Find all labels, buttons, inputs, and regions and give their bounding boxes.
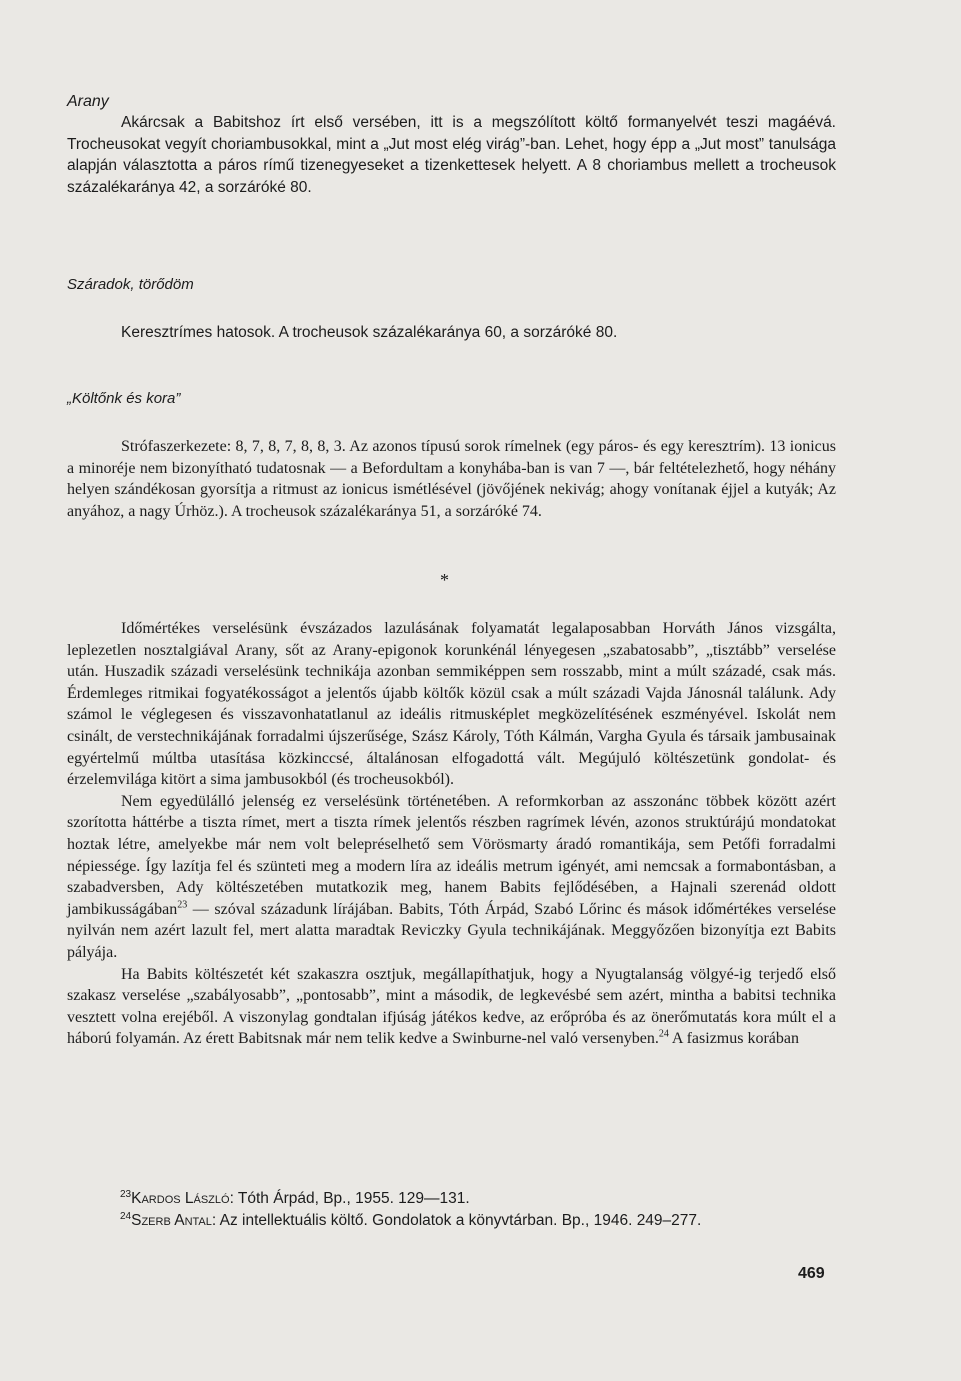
footnote-23-author: Kardos László [131,1190,230,1207]
section-title-1: Száradok, törődöm [67,276,194,293]
section-separator: * [440,570,449,590]
paragraph-3-part-a: Ha Babits költészetét két szakaszra osztjuk, megállapíthatjuk, hogy a Nyugtalanság völgyé-ig terjedő első szakasz verselése „szabályosabb”, „pontosabb”, mint a második, de legkevésbé sem azért, mintha a babitsi technika vesztett volna erejéből. A viszonylag gondtalan ifjúság játékos kedve, az erőpróba és az önerőmutatás kora múlt el a háború folyamán. Az érett Babitsnak már nem telik kedve a Swinburne-nel való versenyben. [67,965,836,1048]
intro-paragraph: Akárcsak a Babitshoz írt első versében, itt is a megszólított költő formanyelvét teszi magáévá. Trocheusokat vegyít choriambusokkal, mint a „Jut most elég virág”-ban. Lehet, hogy épp a „Jut most” tanulsága alapján választotta a páros rímű tizenegyeseket a tizenkettesek helyett. A 8 choriambus mellett a trocheusok százalékaránya 42, a sorzáróké 80. [67,114,836,196]
section-body-2-block [67,436,836,522]
footnote-24-author: Szerb Antal [131,1212,212,1229]
paragraph-2-part-b: — szóval századunk lírájában. Babits, Tóth Árpád, Szabó Lőrinc és mások időmértékes verselése nyilván nem azért lazult fel, mert alatta maradtak Reviczky Gyula technikájának. Meggyőzően bizonyítja ezt Babits pályája. [67,900,836,961]
paragraph-3 [67,964,836,1050]
section-title-2: „Költőnk és kora” [67,390,181,407]
running-header: Arany [67,93,109,110]
page-number: 469 [798,1265,825,1282]
paragraph-2 [67,791,836,964]
paragraph-3-part-b: A fasizmus korában [668,1030,800,1048]
footnote-ref-23: 23 [177,899,188,911]
section-body-2: Strófaszerkezete: 8, 7, 8, 7, 8, 8, 3. Az azonos típusú sorok rímelnek (egy páros- és egy keresztrím). 13 ionicus a minoréje nem bizonyítható tudatosnak — a Befordultam a konyhába-ban is van 7 —, bár feltételezhető, hogy néhány helyen szándékosan gyorsítja a ritmust az ionicus ismétlésével (jövőjének nekivág; ahogy vonítanak éjjel a kutyák; Az anyához, a nagy Úrhöz.). A trocheusok százalékaránya 51, a sorzáróké 74. [67,438,836,520]
intro-block [67,112,836,198]
section-body-1-block [67,322,836,344]
footnote-ref-24: 24 [658,1028,669,1040]
footnote-23-text: : Tóth Árpád, Bp., 1955. 129—131. [229,1190,470,1207]
footnote-24-number: 24 [120,1210,132,1222]
footnote-24-text: : Az intellektuális költő. Gondolatok a könyvtárban. Bp., 1946. 249–277. [211,1212,702,1229]
section-body-1: Keresztrímes hatosok. A trocheusok százalékaránya 60, a sorzáróké 80. [121,324,618,341]
footnote-23 [120,1190,470,1208]
paragraph-1: Időmértékes verselésünk évszázados lazulásának folyamatát legalaposabban Horváth János vizsgálta, leplezetlen nosztalgiával Arany, sőt az Arany-epigonok korunkénál lényegesen „szabatosabb”, „tisztább” verselése után. Huszadik századi verselésünk technikája azonban semmiképpen sem rosszabb, mint a múlt századé, csak más. Érdemleges ritmikai fogyatékosságot a jelentős újabb költők közül csak a múlt századi Vajda Jánosnál találunk. Ady számol le véglegesen és visszavonhatatlanul az ideális ritmusképlet megközelítésének eszményével. Iskolát nem csinált, de verstechnikájának forradalmi újszerűsége, Szász Károly, Tóth Kálmán, Vargha Gyula és társaik jambusainak egyértelmű múltba utasítása közkinccsé, általánosan elfogadottá vált. Megújuló költészetünk gondolat- és érzelemvilága kitört a sima jambusokból (és trocheusokból). [67,620,836,789]
paragraph-2-part-a: Nem egyedülálló jelenség ez verselésünk történetében. A reformkorban az asszonánc többek között azért szorította háttérbe a tiszta rímet, mert a tiszta rímek jelentős részben ragrímek lévén, azonos struktúrájú mondatokat hoztak létre, amelyekbe már nem volt belepréselhető sem Vörösmarty áradó romantikája, sem Petőfi forradalmi népiessége. Így lazítja fel és szünteti meg a modern líra az ideális metrum igényét, ami nemcsak a formabontásban, a szabadversben, Ady költészetében mutatkozik meg, hanem Babits fejlődésében, a Hajnali szerenád oldott jambikusságában [67,792,836,918]
footnote-24 [120,1212,701,1230]
footnote-23-number: 23 [120,1188,132,1200]
main-text-block [67,618,836,1050]
